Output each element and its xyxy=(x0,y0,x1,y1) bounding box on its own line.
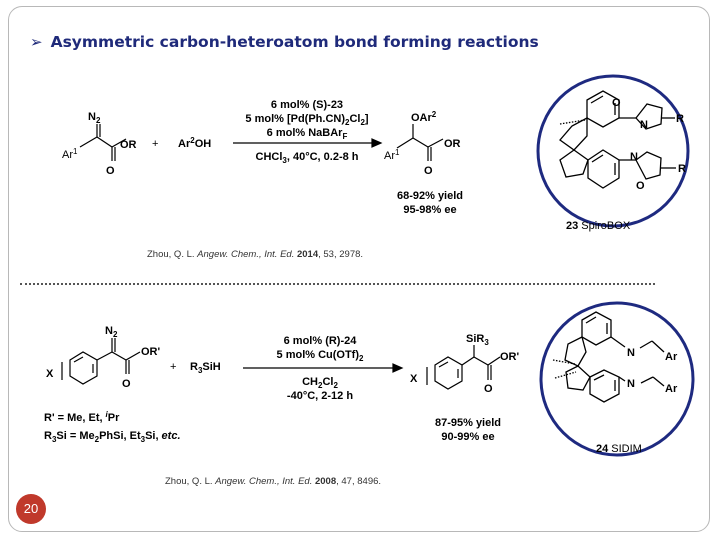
s1-plus: + xyxy=(152,138,159,150)
page-number-badge: 20 xyxy=(16,494,46,524)
l23-n1: N xyxy=(640,119,648,131)
l24-label: 24 SIDIM xyxy=(596,443,642,455)
s1-yield: 68-92% yield xyxy=(396,190,464,202)
s1-phenol: Ar$^2$OH xyxy=(178,136,212,150)
s1-cond-line4: CHCl$_3$, 40°C, 0.2-8 h xyxy=(255,151,359,165)
s1-reactant-n2: $N_2$ xyxy=(88,111,101,125)
scheme1-reference: Zhou, Q. L. Angew. Chem., Int. Ed. 2014, 53, 2978. xyxy=(147,249,364,260)
scheme2-reference: Zhou, Q. L. Angew. Chem., Int. Ed. 2008, 47, 8496. xyxy=(165,476,382,487)
s1-product-oar: OAr$^2$ xyxy=(411,110,437,124)
s2-reactant-x: X xyxy=(46,368,54,380)
s2-product-o: O xyxy=(484,383,493,395)
s1-reactant-o: O xyxy=(106,165,115,177)
l24-n2: N xyxy=(627,378,635,390)
s2-ee: 90-99% ee xyxy=(441,431,495,443)
s1-product-or: OR xyxy=(444,138,461,150)
s1-cond-line1: 6 mol% (S)-23 xyxy=(270,99,344,111)
s1-cond-line3: 6 mol% NaBAr$_F$ xyxy=(266,127,348,141)
s2-product-sir3: SiR$_3$ xyxy=(466,333,489,347)
s2-reactant-n2: $N_2$ xyxy=(105,325,118,339)
l24-ar2: Ar xyxy=(665,383,678,395)
s1-reactant-or: OR xyxy=(120,139,137,151)
s2-product-or: OR' xyxy=(500,351,520,363)
l23-r2: R xyxy=(678,163,686,175)
l24-ar1: Ar xyxy=(665,351,678,363)
s2-note2: $R_3Si$ = $Me_2PhSi$, $Et_3Si$, etc. xyxy=(44,430,181,444)
arrow-bullet-icon: ➢ xyxy=(30,33,43,51)
s1-ee: 95-98% ee xyxy=(403,204,457,216)
s2-silane: $R_3SiH$ xyxy=(190,361,221,375)
s2-cond-line1: 6 mol% (R)-24 xyxy=(283,335,357,347)
s1-product-o: O xyxy=(424,165,433,177)
section-divider xyxy=(20,283,655,285)
s1-cond-line2: 5 mol% $[Pd(Ph.CN)_2Cl_2]$ xyxy=(245,113,369,127)
l23-o2: O xyxy=(636,180,645,192)
l24-n1: N xyxy=(627,347,635,359)
l23-r1: R xyxy=(676,113,684,125)
s1-reactant-ar: Ar$^1$ xyxy=(62,147,78,161)
ligand-24-circle xyxy=(541,303,693,455)
heading-text: Asymmetric carbon-heteroatom bond forming reactions xyxy=(50,33,539,51)
s2-cond-line2: 5 mol% $Cu(OTf)_2$ xyxy=(276,349,364,363)
s2-note1: R' = Me, Et, $^i$Pr xyxy=(44,410,120,424)
s2-cond-line3: $CH_2Cl_2$ xyxy=(302,376,338,390)
s2-product-x: X xyxy=(410,373,418,385)
l23-label: 23 SpiroBOX xyxy=(566,220,631,232)
l23-o1: O xyxy=(612,97,621,109)
s2-yield: 87-95% yield xyxy=(434,417,502,429)
s1-product-ar: Ar$^1$ xyxy=(384,148,400,162)
l23-n2: N xyxy=(630,151,638,163)
s2-plus: + xyxy=(170,361,177,373)
s2-cond-line4: -40°C, 2-12 h xyxy=(286,390,354,402)
s2-reactant-o: O xyxy=(122,378,131,390)
s2-reactant-or: OR' xyxy=(141,346,161,358)
